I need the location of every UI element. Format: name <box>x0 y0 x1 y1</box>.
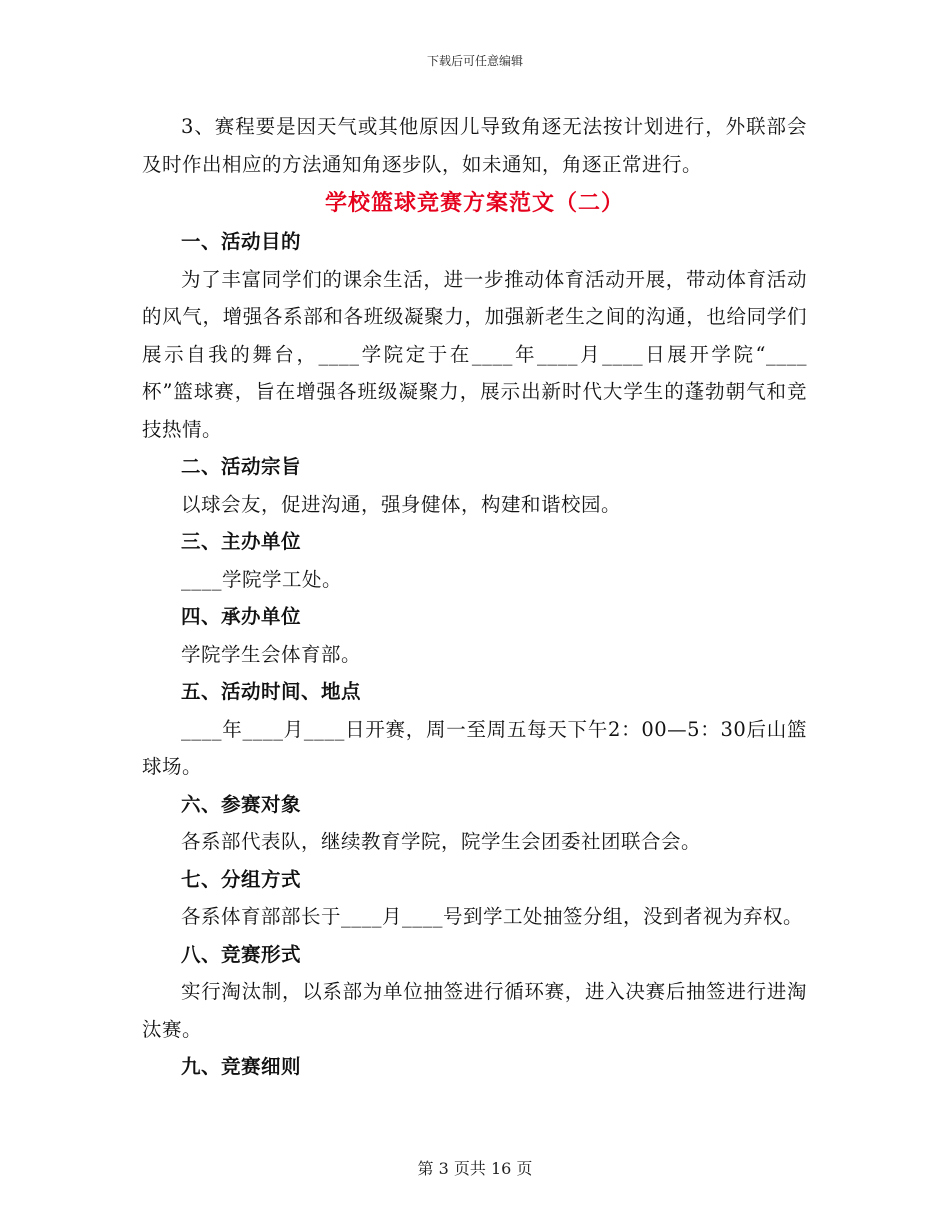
section-body-3: ____学院学工处。 <box>181 567 343 591</box>
section-body-7: 各系体育部部长于____月____号到学工处抽签分组，没到者视为弃权。 <box>181 905 804 928</box>
section-heading-6: 六、参赛对象 <box>181 792 302 816</box>
section-heading-2: 二、活动宗旨 <box>181 455 302 478</box>
section-heading-1: 一、活动目的 <box>181 230 302 253</box>
section-body-1: 为了丰富同学们的课余生活，进一步推动体育活动开展，带动体育活动的风气，增强各系部和各班级凝聚力，加强新老生之间的沟通，也给同学们展示自我的舞台，____学院定于在____年____月____日展开学院“____杯”篮球赛，旨在增强各班级凝聚力，展示出新时代大学生的蓬勃朝气和竞技热情。 <box>142 267 807 441</box>
page-footer: 第 3 页共 16 页 <box>417 1159 533 1178</box>
document-body <box>142 108 807 1086</box>
section-heading-8: 八、竞赛形式 <box>181 942 302 966</box>
section-body-6: 各系部代表队，继续教育学院，院学生会团委社团联合会。 <box>181 830 702 853</box>
intro-paragraph: 3、赛程要是因天气或其他原因儿导致角逐无法按计划进行，外联部会及时作出相应的方法通知角逐步队，如未通知，角逐正常进行。 <box>142 115 807 176</box>
section-heading-3: 三、主办单位 <box>181 530 302 553</box>
section-body-8: 实行淘汰制，以系部为单位抽签进行循环赛，进入决赛后抽签进行进淘汰赛。 <box>142 980 807 1041</box>
section-body-5: ____年____月____日开赛，周一至周五每天下午2：00—5：30后山篮球场。 <box>142 717 807 778</box>
section-heading-5: 五、活动时间、地点 <box>181 680 362 703</box>
section-heading-9: 九、竞赛细则 <box>181 1055 302 1078</box>
section-heading-4: 四、承办单位 <box>181 605 302 628</box>
section-body-2: 以球会友，促进沟通，强身健体，构建和谐校园。 <box>181 492 622 516</box>
section-body-4: 学院学生会体育部。 <box>181 642 362 666</box>
header-note: 下载后可任意编辑 <box>426 54 523 68</box>
section-heading-7: 七、分组方式 <box>181 867 302 891</box>
document-title: 学校篮球竞赛方案范文（二） <box>324 190 624 216</box>
